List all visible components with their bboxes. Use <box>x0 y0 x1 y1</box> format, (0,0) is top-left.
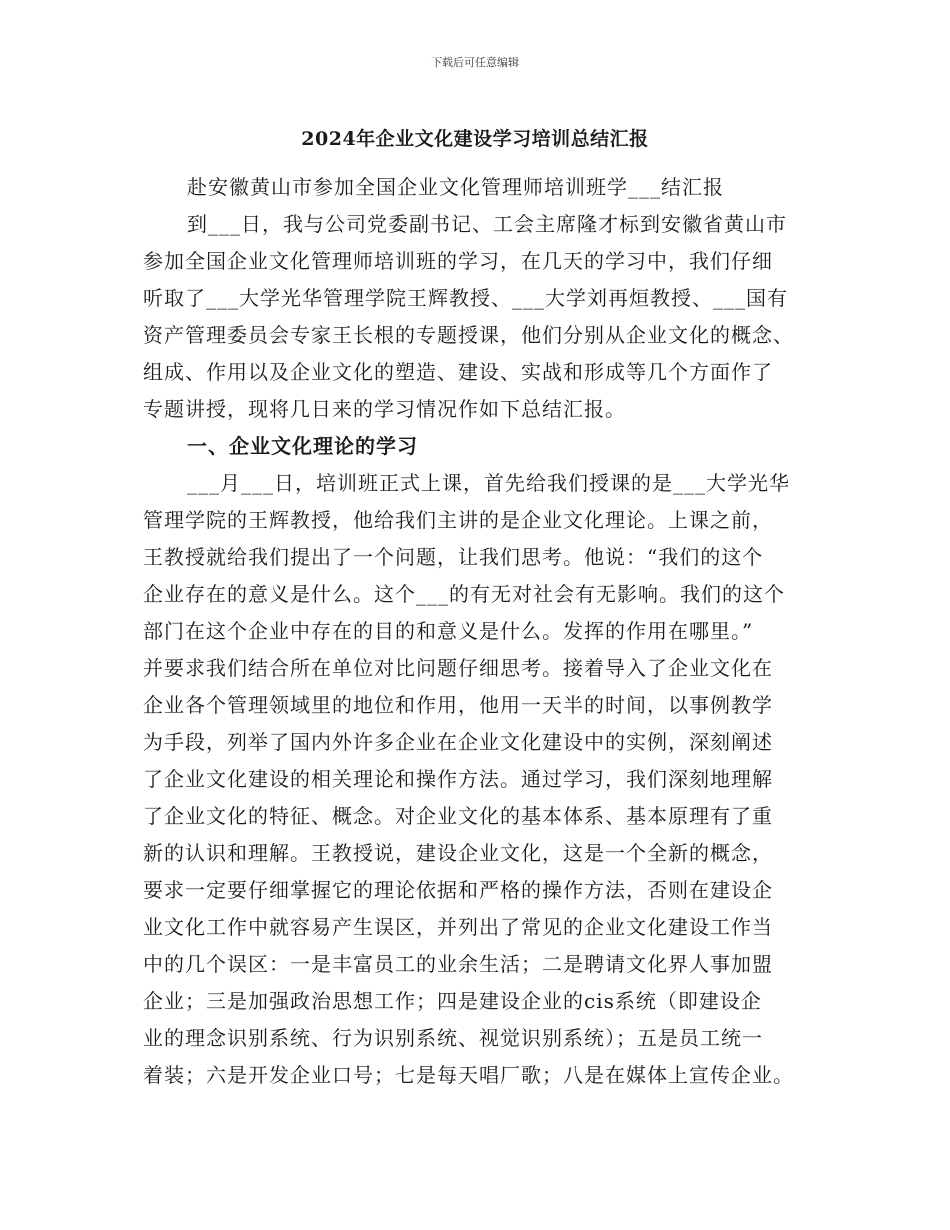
text-line: 管理学院的王辉教授，他给我们主讲的是企业文化理论。上课之前， <box>143 508 773 532</box>
text-line: 新的认识和理解。王教授说，建设企业文化，这是一个全新的概念， <box>143 841 773 865</box>
text-line: 了企业文化建设的相关理论和操作方法。通过学习，我们深刻地理解 <box>143 767 773 791</box>
document-title: 2024年企业文化建设学习培训总结汇报 <box>301 128 649 150</box>
text-line: 赴安徽黄山市参加全国企业文化管理师培训班学___结汇报 <box>187 175 724 199</box>
text-line: 业文化工作中就容易产生误区，并列出了常见的企业文化建设工作当 <box>143 915 773 939</box>
text-line: 企业存在的意义是什么。这个___的有无对社会有无影响。我们的这个 <box>143 582 785 606</box>
document-body <box>143 169 823 1094</box>
section-heading: 一、企业文化理论的学习 <box>187 434 418 458</box>
text-line: 王教授就给我们提出了一个问题，让我们思考。他说：“我们的这个 <box>143 545 764 569</box>
text-line: 听取了___大学光华管理学院王辉教授、___大学刘再烜教授、___国有 <box>143 286 788 310</box>
header-note: 下载后可任意编辑 <box>431 56 519 69</box>
text-line: 组成、作用以及企业文化的塑造、建设、实战和形成等几个方面作了 <box>143 360 773 384</box>
text-line: ___月___日，培训班正式上课，首先给我们授课的是___大学光华 <box>187 471 790 495</box>
text-line: 企业各个管理领域里的地位和作用，他用一天半的时间，以事例教学 <box>143 693 773 717</box>
text-line: 企业；三是加强政治思想工作；四是建设企业的cis系统（即建设企 <box>143 989 762 1013</box>
text-line: 资产管理委员会专家王长根的专题授课，他们分别从企业文化的概念、 <box>143 323 794 347</box>
text-line: 业的理念识别系统、行为识别系统、视觉识别系统）；五是员工统一 <box>143 1026 763 1050</box>
text-line: 为手段，列举了国内外许多企业在企业文化建设中的实例，深刻阐述 <box>143 730 773 754</box>
text-line: 要求一定要仔细掌握它的理论依据和严格的操作方法，否则在建设企 <box>143 878 773 902</box>
text-line: 了企业文化的特征、概念。对企业文化的基本体系、基本原理有了重 <box>143 804 773 828</box>
text-line: 部门在这个企业中存在的目的和意义是什么。发挥的作用在哪里。” <box>143 619 754 643</box>
text-line: 专题讲授，现将几日来的学习情况作如下总结汇报。 <box>143 397 626 421</box>
text-line: 并要求我们结合所在单位对比问题仔细思考。接着导入了企业文化在 <box>143 656 773 680</box>
text-line: 着装；六是开发企业口号；七是每天唱厂歌；八是在媒体上宣传企业。 <box>143 1063 794 1087</box>
text-line: 到___日，我与公司党委副书记、工会主席隆才标到安徽省黄山市 <box>187 212 787 236</box>
text-line: 中的几个误区：一是丰富员工的业余生活；二是聘请文化界人事加盟 <box>143 952 773 976</box>
text-line: 参加全国企业文化管理师培训班的学习，在几天的学习中，我们仔细 <box>143 249 773 273</box>
